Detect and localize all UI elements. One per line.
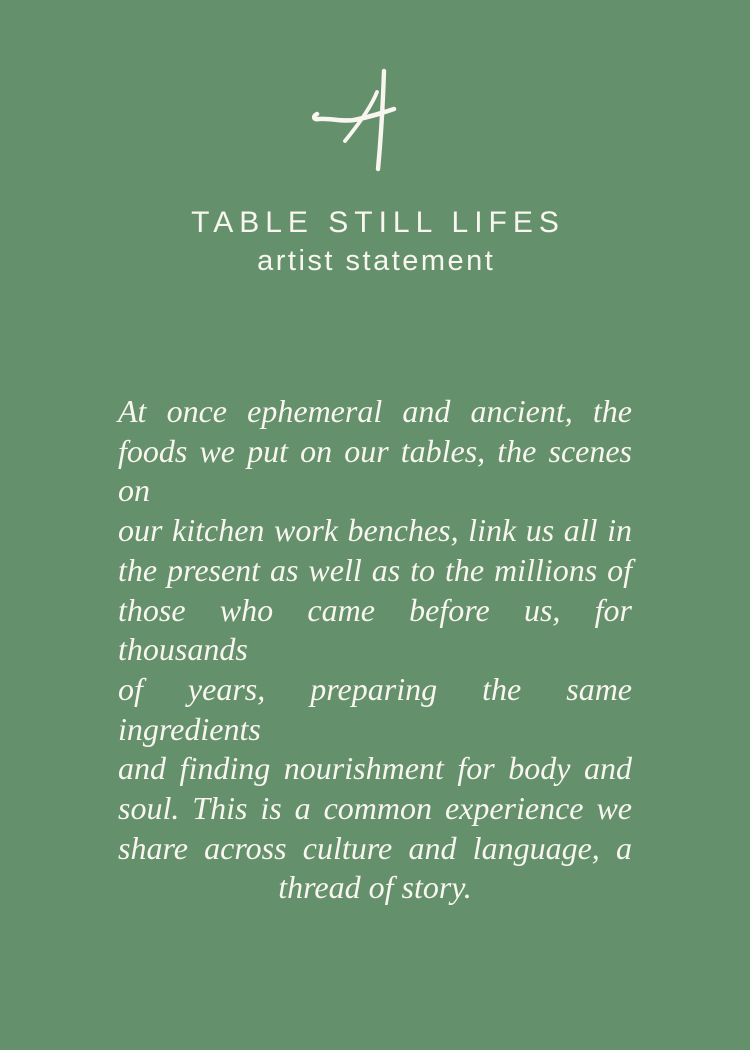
statement-line: foods we put on our tables, the scenes on [118, 432, 632, 509]
statement-line: of years, preparing the same ingredients [118, 670, 632, 747]
page-subtitle: artist statement [257, 245, 496, 277]
statement-line: the present as well as to the millions of [118, 551, 632, 588]
artist-statement-text [118, 392, 632, 908]
page-title: TABLE STILL LIFES [191, 206, 565, 239]
statement-line: and finding nourishment for body and [118, 750, 632, 787]
statement-line: our kitchen work benches, link us all in [118, 512, 632, 549]
statement-line: those who came before us, for thousands [118, 591, 632, 668]
statement-line: At once ephemeral and ancient, the [118, 393, 632, 429]
statement-line: share across culture and language, a [118, 829, 632, 866]
letter-a-icon [310, 63, 402, 175]
script-letter-a-monogram [310, 63, 402, 175]
statement-line: thread of story. [278, 869, 472, 906]
statement-line: soul. This is a common experience we [118, 790, 632, 827]
